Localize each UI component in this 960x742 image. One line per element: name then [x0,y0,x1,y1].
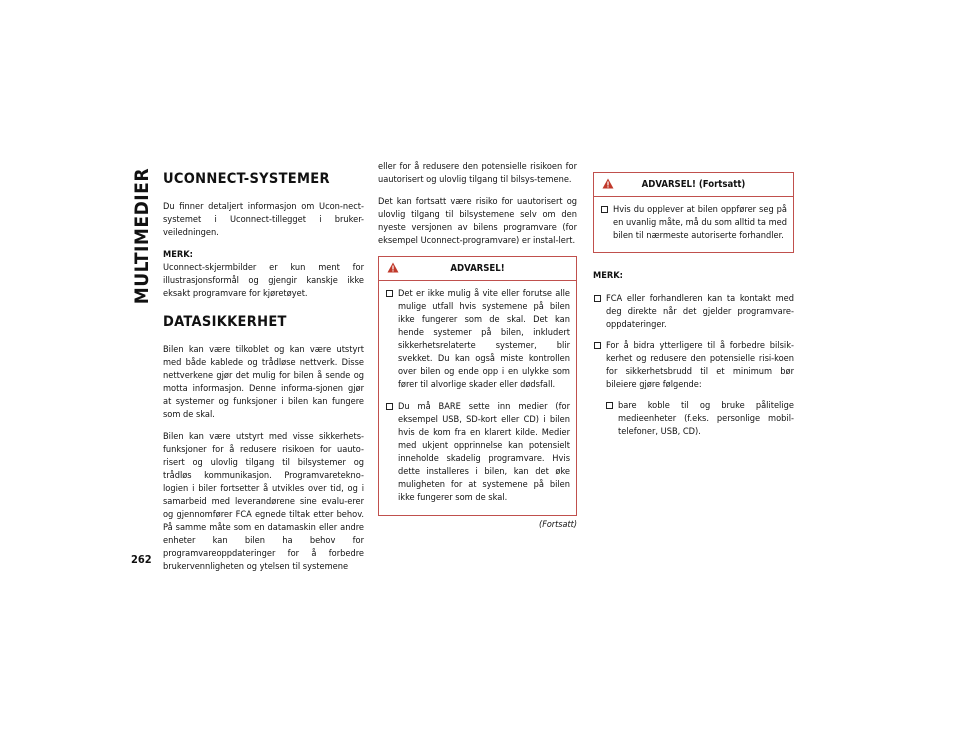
chapter-side-tab [131,168,153,548]
note-label: MERK: [163,249,193,260]
warning-triangle-icon [387,262,399,273]
checkbox-square-icon [606,402,613,409]
warning-bullet: Hvis du opplever at bilen oppfører seg på en uvanlig måte, må du som alltid ta med bilen til nærmeste autoriserte forhandler. [600,203,787,242]
warning-bullet: Det er ikke mulig å vite eller forutse alle mulige utfall hvis systemene på bilen ikke fungerer som de skal. Det kan hende systemer på bilen, inkludert sikkerhetsrelaterte systemer, blir svekket. Du kan også miste kontrollen over bilen og ende opp i en ulykke som fører til alvorlige skader eller dødsfall. [385,287,570,391]
warning-body [594,197,793,252]
page-number: 262 [131,553,152,566]
heading-uconnect: UCONNECT-SYSTEMER [163,171,330,187]
warning-header [594,173,793,197]
checkbox-square-icon [386,403,393,410]
continuation-paragraph: eller for å redusere den potensielle risikoen for uautorisert og ulovlig tilgang til bilsys-temene. [378,161,577,185]
warning-title: ADVARSEL! [450,263,505,274]
security-paragraph-1: Bilen kan være tilkoblet og kan være utstyrt med både kablede og trådløse nettverk. Disse nettverkene gjør det mulig for bilen å sende og motta informasjon. Denne informa-sjonen gjør at systemer og funksjoner i bilen kan fungere som de skal. [163,344,364,420]
warning-title: ADVARSEL! (Fortsatt) [641,179,746,190]
warning-box [378,256,577,516]
warning-body [379,281,576,515]
column-middle [378,160,577,530]
chapter-title: MULTIMEDIER [131,168,153,305]
checkbox-square-icon [386,290,393,297]
note-bullet: For å bidra ytterligere til å forbedre bilsik-kerhet og redusere den potensielle risi-koen for sikkerhetsbrudd til et minimum bør bileiere gjøre følgende: [593,339,794,391]
note-heading: MERK: [593,270,623,281]
note-text: Uconnect-skjermbilder er kun ment for illustrasjonsformål og gjengir kanskje ikke eksakt programvare for kjøretøyet. [163,262,364,299]
column-left [163,165,364,582]
risk-paragraph: Det kan fortsatt være risiko for uautorisert og ulovlig tilgang til bilsystemene selv om den nyeste versjonen av bilens programvare (for eksempel Uconnect-programvare) er instal-lert. [378,196,577,246]
warning-triangle-icon [602,178,614,189]
checkbox-square-icon [594,295,601,302]
warning-header [379,257,576,281]
warning-bullet: Du må BARE sette inn medier (for eksempel USB, SD-kort eller CD) i bilen hvis de kom fra en klarert kilde. Medier med ukjent opprinnelse kan potensielt inneholde skadelig programvare. Hvis dette installeres i bilen, kan det øke muligheten for at systemene på bilen ikke fungerer som de skal. [385,400,570,504]
checkbox-square-icon [594,342,601,349]
note-bullet: FCA eller forhandleren kan ta kontakt med deg direkte når det gjelder programvare-oppdateringer. [593,292,794,331]
intro-paragraph: Du finner detaljert informasjon om Ucon-nect-systemet i Uconnect-tillegget i bruker-veiledningen. [163,201,364,238]
column-right [593,172,794,446]
heading-datasikkerhet: DATASIKKERHET [163,314,287,330]
continued-label: (Fortsatt) [539,520,577,530]
security-paragraph-2: Bilen kan være utstyrt med visse sikkerhets-funksjoner for å redusere risikoen for uauto-risert og ulovlig tilgang til bilsystemer og trådløs kommunikasjon. Programvaretekno-logien i biler fortsetter å utvikles over tid, og i samarbeid med leverandørene sine evalu-erer og gjennomfører FCA egnede tiltak etter behov. På samme måte som en datamaskin eller andre enheter kan bilen ha behov for programvareoppdateringer for å forbedre brukervennligheten og ytelsen til systemene [163,431,364,572]
note-sub-bullet: bare koble til og bruke pålitelige medieenheter (f.eks. personlige mobil-telefoner, USB, CD). [605,399,794,438]
warning-box-continued [593,172,794,253]
checkbox-square-icon [601,206,608,213]
